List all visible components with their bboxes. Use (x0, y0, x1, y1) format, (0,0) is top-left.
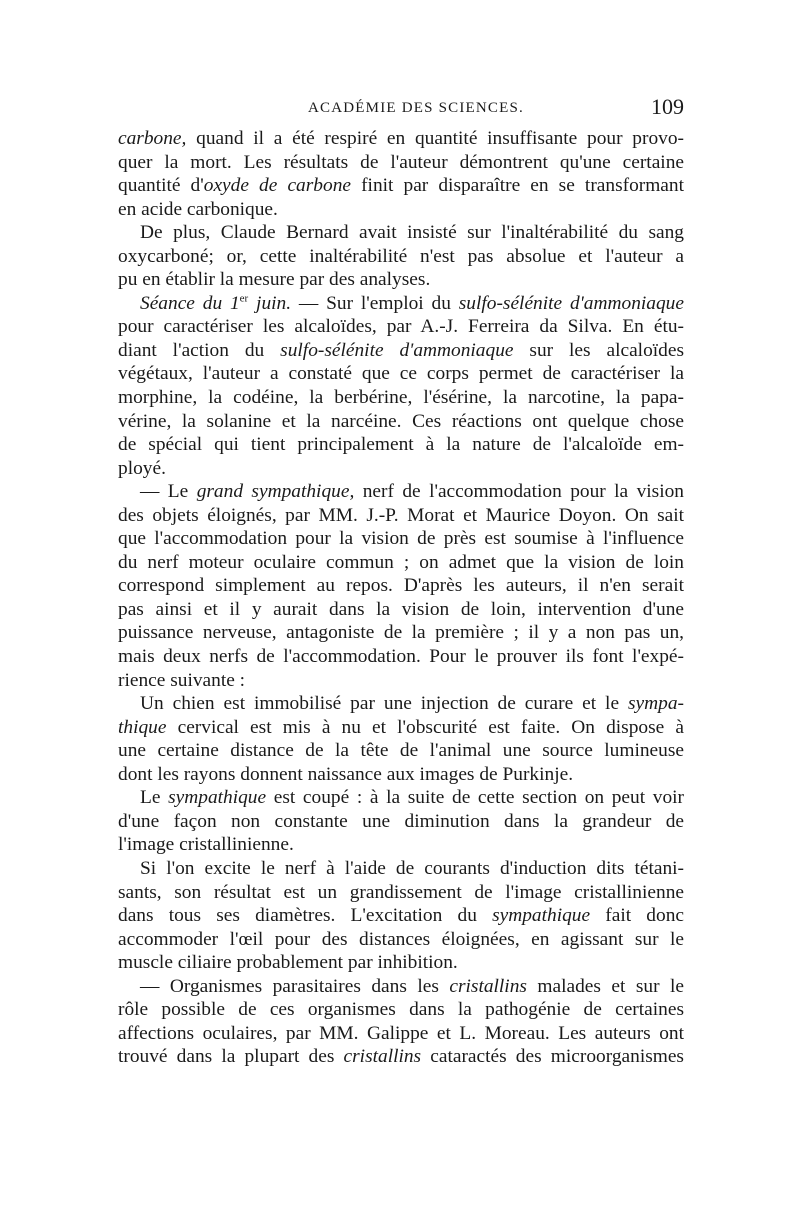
paragraph-section (118, 786, 684, 857)
paragraph-seance-1er-juin (118, 292, 684, 480)
italic-term: carbone, (118, 128, 187, 149)
running-title: ACADÉMIE DES SCIENCES. (308, 100, 524, 116)
text-segment: finit par disparaître en se transformant (351, 175, 684, 197)
italic-term: sympathique (168, 787, 267, 809)
text-segment: Un chien est immobilisé par une injection de curare et le (140, 693, 628, 715)
text-line: que l'accommodation pour la vision de près est soumise à l'influence (118, 528, 684, 550)
text-segment: est coupé : à la suite de cette section on peut voir (266, 787, 684, 809)
text-line: rôle possible de ces organismes dans la pathogénie de certaines (118, 999, 684, 1021)
page-number: 109 (651, 94, 684, 119)
text-segment: trouvé dans la plupart des (118, 1046, 344, 1068)
text-line: des objets éloignés, par MM. J.-P. Morat et Maurice Doyon. On sait (118, 504, 684, 526)
text-segment: sur les alcaloïdes (513, 339, 685, 361)
text-line: d'une façon non constante une diminution dans la grandeur de (118, 810, 684, 832)
text-line: pu en établir la mesure par des analyses. (118, 269, 431, 291)
paragraph-organismes-parasitaires (118, 975, 684, 1069)
paragraph-claude-bernard (118, 221, 684, 292)
italic-term: sulfo-sélénite d'ammoniaque (458, 292, 684, 314)
text-line: quand il a été respiré en quantité insuffisante pour provo- (186, 128, 684, 149)
paragraph-carbon-monoxide-end (118, 127, 684, 221)
text-line: une certaine distance de la tête de l'animal une source lumineuse (118, 740, 684, 762)
italic-term: sulfo-sélénite d'ammoniaque (280, 339, 514, 361)
text-segment: fait donc (590, 905, 684, 927)
text-line: l'image cristallinienne. (118, 834, 294, 856)
session-date: juin. (248, 292, 292, 314)
italic-term: thique (118, 716, 167, 738)
text-line: De plus, Claude Bernard avait insisté sur l'inaltérabilité du sang (140, 222, 684, 244)
text-line: de spécial qui tient principalement à la nature de l'alcaloïde em- (118, 434, 684, 456)
text-segment: — Le (140, 481, 197, 503)
text-segment: — Sur l'emploi du (291, 292, 459, 314)
text-segment: diant l'action du (118, 339, 281, 361)
text-line: en acide carbonique. (118, 198, 278, 220)
italic-term: cristallins (343, 1046, 422, 1068)
text-line: rience suivante : (118, 669, 246, 691)
page-body (118, 127, 684, 1069)
text-line: Si l'on excite le nerf à l'aide de courants d'induction dits tétani- (140, 857, 684, 879)
text-line: oxycarboné; or, cette inaltérabilité n'est pas absolue et l'auteur a (118, 245, 684, 267)
text-line: pour caractériser les alcaloïdes, par A.-J. Ferreira da Silva. En étu- (118, 316, 684, 338)
text-line: dont les rayons donnent naissance aux images de Purkinje. (118, 763, 574, 785)
italic-term: cristallins (449, 975, 527, 997)
paragraph-experiment (118, 692, 684, 786)
paragraph-grand-sympathique (118, 480, 684, 692)
text-segment: cataractés des microorganismes (421, 1046, 684, 1068)
italic-term: sympa- (627, 693, 684, 715)
text-segment: dans tous ses diamètres. L'excitation du (118, 905, 493, 927)
text-line: du nerf moteur oculaire commun ; on admet que la vision de loin (118, 551, 684, 573)
text-line: affections oculaires, par MM. Galippe et L. Moreau. Les auteurs ont (118, 1022, 684, 1044)
paragraph-excitation (118, 857, 684, 975)
ordinal-superscript: er (239, 292, 249, 305)
text-line: accommoder l'œil pour des distances éloignées, en agissant sur le (118, 928, 684, 950)
text-segment: Le (140, 787, 169, 809)
text-line: quer la mort. Les résultats de l'auteur démontrent qu'une certaine (118, 151, 684, 173)
text-segment: nerf de l'accommodation pour la vision (354, 481, 684, 503)
text-line: ployé. (118, 457, 166, 479)
text-line: mais deux nerfs de l'accommodation. Pour le prouver ils font l'expé- (118, 646, 684, 668)
italic-term: grand sympathique, (196, 481, 355, 503)
text-line: sants, son résultat est un grandissement de l'image cristallinienne (118, 881, 684, 903)
text-line: muscle ciliaire probablement par inhibition. (118, 952, 458, 974)
text-line: végétaux, l'auteur a constaté que ce corps permet de caractériser la (118, 363, 684, 385)
italic-term: sympathique (492, 905, 591, 927)
text-line: vérine, la solanine et la narcéine. Ces réactions ont quelque chose (118, 410, 684, 432)
text-segment: cervical est mis à nu et l'obscurité est faite. On dispose à (166, 716, 684, 738)
text-line: correspond simplement au repos. D'après les auteurs, il n'en serait (118, 575, 684, 597)
text-line: morphine, la codéine, la berbérine, l'ésérine, la narcotine, la papa- (118, 387, 684, 409)
text-line: pas ainsi et il y aurait dans la vision de loin, intervention d'une (118, 598, 684, 620)
page-header (118, 94, 684, 124)
session-date: Séance du 1 (140, 292, 240, 314)
text-segment: malades et sur le (526, 975, 685, 997)
text-segment: — Organismes parasitaires dans les (140, 975, 450, 997)
text-line: puissance nerveuse, antagoniste de la première ; il y a non pas un, (118, 622, 684, 644)
italic-term: oxyde de carbone (203, 175, 351, 197)
text-segment: quantité d' (118, 175, 204, 197)
